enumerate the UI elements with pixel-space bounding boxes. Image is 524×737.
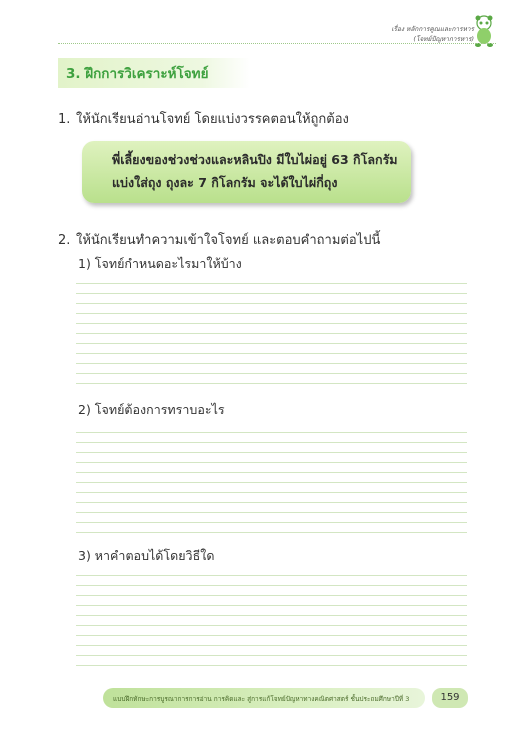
question-1 [58, 108, 349, 129]
header-divider [58, 43, 496, 44]
question-1-number: 1. [58, 112, 71, 127]
running-header-line2: (โจทย์ปัญหาการหาร) [413, 35, 474, 43]
question-2 [58, 229, 380, 250]
problem-line-1: พี่เลี้ยงของช่วงช่วงและหลินปิง มีใบไผ่อยู่ 63 กิโลกรัม [112, 152, 398, 167]
question-2-text: ให้นักเรียนทำความเข้าใจโจทย์ และตอบคำถามต่อไปนี้ [76, 233, 381, 248]
running-header [391, 24, 474, 44]
problem-line-2: แบ่งใส่ถุง ถุงละ 7 กิโลกรัม จะได้ใบไผ่กี่ถุง [112, 175, 338, 190]
sub-question-1: 1) โจทย์กำหนดอะไรมาให้บ้าง [78, 256, 242, 271]
question-2-number: 2. [58, 233, 71, 248]
sub-question-3: 3) หาคำตอบได้โดยวิธีใด [78, 548, 215, 563]
answer-lines-3[interactable] [76, 566, 467, 666]
question-1-text: ให้นักเรียนอ่านโจทย์ โดยแบ่งวรรคตอนให้ถูกต้อง [76, 112, 349, 127]
sub-question-2: 2) โจทย์ต้องการทราบอะไร [78, 402, 225, 417]
section-title: 3. ฝึกการวิเคราะห์โจทย์ [66, 66, 209, 82]
running-header-line1: เรื่อง หลักการคูณและการหาร [391, 25, 474, 33]
page-number: 159 [440, 692, 460, 703]
answer-lines-1[interactable] [76, 274, 467, 384]
footer-text: แบบฝึกทักษะการบูรณาการการอ่าน การคิดและ สู่การแก้โจทย์ปัญหาทางคณิตศาสตร์ ชั้นประถมศึกษาปีที่ 3 [113, 695, 410, 703]
answer-lines-2[interactable] [76, 423, 467, 533]
